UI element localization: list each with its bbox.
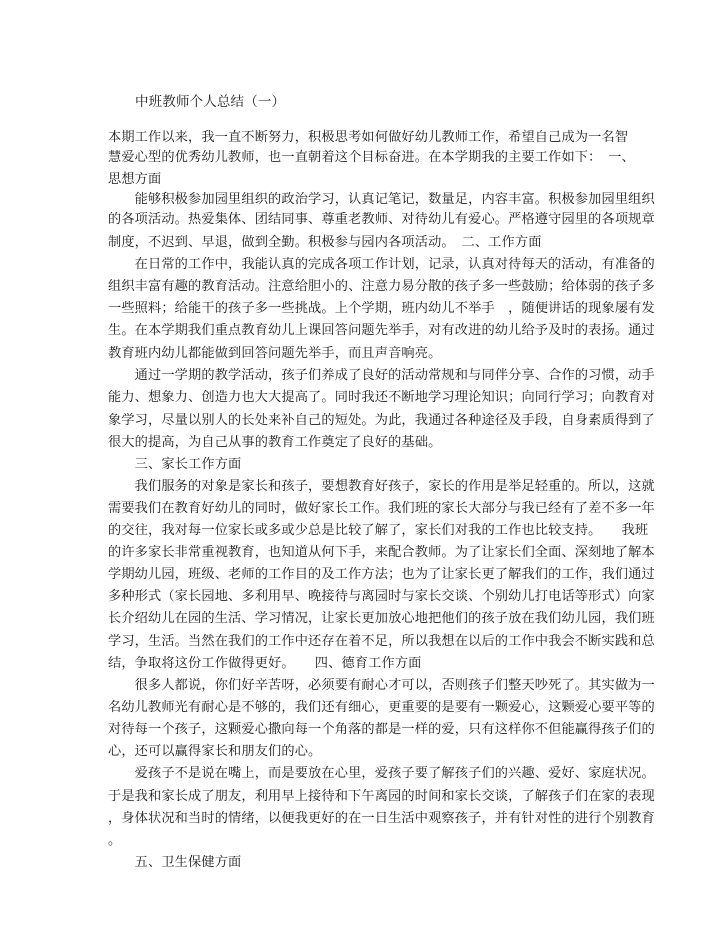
body-line: 多种形式（家长园地、多利用早、晚接待与离园时与家长交谈、个别幼儿打电话等形式）向家 [108,589,655,604]
body-line: 的各项活动。热爱集体、团结同事、尊重老教师、对待幼儿有爱心。严格遵守园里的各项规章 [108,212,655,227]
body-line: 心，还可以赢得家长和朋友们的心。 [108,744,322,759]
body-line: 我们服务的对象是家长和孩子，要想教育好孩子，家长的作用是举足轻重的。所以，这就 [108,479,655,494]
body-line: 本期工作以来，我一直不断努力，积极思考如何做好幼儿教师工作，希望自己成为一名智 [108,130,629,145]
body-line: 的交往，我对每一位家长或多或少总是比较了解了，家长们对我的工作也比较支持。 我班 [108,523,649,538]
body-line: 长介绍幼儿在园的生活、学习情况，让家长更加放心地把他们的孩子放在我们幼儿园，我们班 [108,611,655,626]
body-line: 于是我和家长成了朋友，利用早上接待和下午离园的时间和家长交谈，了解孩子们在家的表现 [108,789,655,804]
body-line: 很大的提高，为自己从事的教育工作奠定了良好的基础。 [108,435,442,450]
body-line: 教育班内幼儿都能做到回答问题先举手，而且声音响亮。 [108,346,442,361]
body-line: 需要我们在教育好幼儿的同时，做好家长工作。我们班的家长大部分与我已经有了差不多一年 [108,501,655,516]
body-line: 很多人都说，你们好辛苦呀，必须要有耐心才可以，否则孩子们整天吵死了。其实做为一 [108,678,655,693]
body-line: 生。在本学期我们重点教育幼儿上课回答问题先举手，对有改进的幼儿给予及时的表扬。通过 [108,323,655,338]
body-line: 。 [108,833,122,848]
body-line: 象学习，尽量以别人的长处来补自己的短处。为此，我通过各种途径及手段，自身素质得到了 [108,413,655,428]
body-line: 学习，生活。当然在我们的工作中还存在着不足，所以我想在以后的工作中我会不断实践和总 [108,634,655,649]
body-line: 慧爱心型的优秀幼儿教师，也一直朝着这个目标奋进。在本学期我的主要工作如下： 一、 [108,150,635,165]
body-line: 通过一学期的教学活动，孩子们养成了良好的活动常规和与同伴分享、合作的习惯，动手 [108,368,655,383]
body-line: 的许多家长非常重视教育，也知道从何下手，来配合教师。为了让家长们全面、深刻地了解本 [108,545,655,560]
body-line: 在日常的工作中，我能认真的完成各项工作计划，记录，认真对待每天的活动，有准备的 [108,257,655,272]
body-line: ，身体状况和当时的情绪，以便我更好的在一日生活中观察孩子，并有针对性的进行个别教育 [108,811,655,826]
body-line: 爱孩子不是说在嘴上，而是要放在心里，爱孩子要了解孩子们的兴趣、爱好、家庭状况。 [108,766,655,781]
document-title: 中班教师个人总结（一） [135,94,286,110]
body-line: 五、卫生保健方面 [108,855,242,870]
body-line: 能够积极参加园里组织的政治学习，认真记笔记，数量足，内容丰富。积极参加园里组织 [108,192,655,207]
body-line: 组织丰富有趣的教育活动。注意给胆小的、注意力易分散的孩子多一些鼓励；给体弱的孩子多 [108,279,655,294]
body-line: 结，争取将这份工作做得更好。 四、德育工作方面 [108,656,422,671]
body-line: 名幼儿教师光有耐心是不够的，我们还有细心，更重要的是要有一颗爱心，这颗爱心要平等的 [108,700,655,715]
body-line: 一些照料；给能干的孩子多一些挑战。上个学期，班内幼儿不举手 ，随便讲话的现象屡有发 [108,301,655,316]
body-line: 制度，不迟到、早退，做到全勤。积极参与园内各项活动。 二、工作方面 [108,235,542,250]
body-line: 能力、想象力、创造力也大大提高了。同时我还不断地学习理论知识；向同行学习；向教育对 [108,390,655,405]
body-line: 三、家长工作方面 [108,457,242,472]
body-line: 学期幼儿园，班级、老师的工作目的及工作方法；也为了让家长更了解我们的工作，我们通过 [108,567,655,582]
body-line: 思想方面 [108,172,162,187]
body-line: 对待每一个孩子，这颗爱心撒向每一个角落的都是一样的爱，只有这样你不但能赢得孩子们的 [108,722,655,737]
